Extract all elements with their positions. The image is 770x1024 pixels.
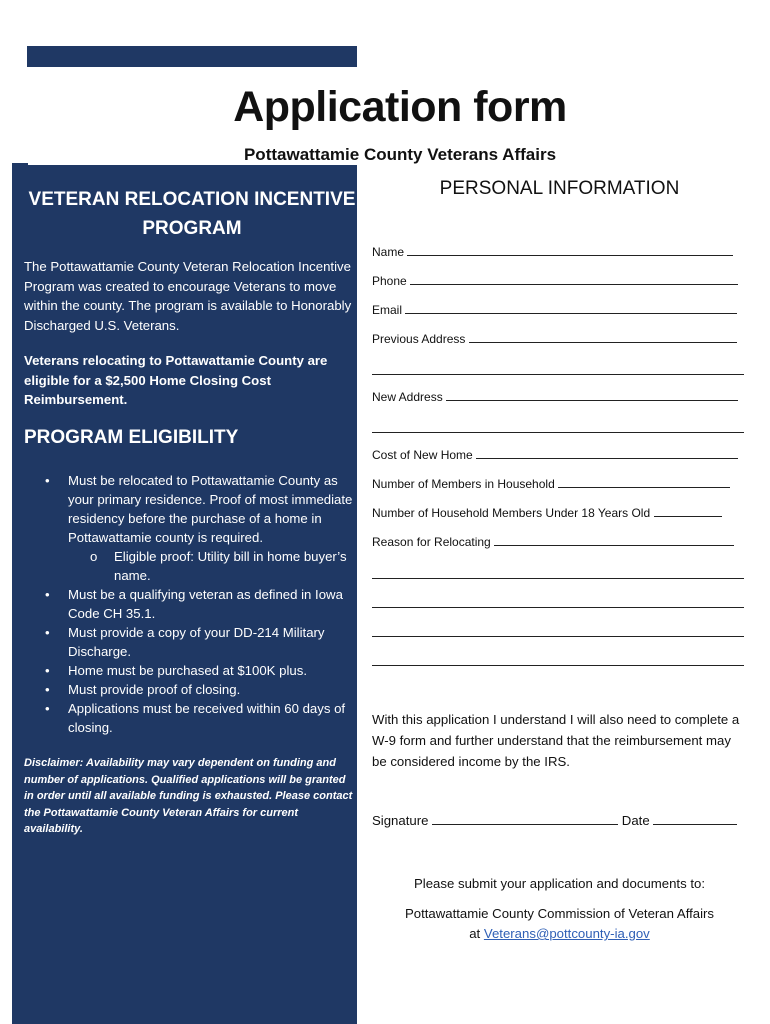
disclaimer: Disclaimer: Availability may vary dependent on funding and number of applications. Qualified applications will be granted in order until all available funding is exhausted. Please contact the Pottawattamie County Veteran Affairs for current availability. (24, 757, 353, 835)
bullet-icon: • (45, 682, 50, 697)
phone-field[interactable]: Phone (372, 274, 747, 288)
bullet-icon: • (45, 663, 50, 678)
program-info-panel (12, 165, 357, 1024)
signature-label: Signature (372, 813, 429, 828)
name-input-line[interactable] (407, 245, 733, 256)
name-field[interactable]: Name (372, 245, 747, 259)
under-18-input-line[interactable] (654, 506, 722, 517)
reason-line-5[interactable] (372, 665, 744, 666)
signature-input-line[interactable] (432, 814, 618, 825)
previous-address-field[interactable]: Previous Address (372, 332, 747, 346)
reason-for-relocating-field[interactable]: Reason for Relocating (372, 535, 747, 549)
submit-email-row: at Veterans@pottcounty-ia.gov (469, 926, 650, 941)
submit-recipient: Pottawattamie County Commission of Veteran Affairs (404, 906, 715, 921)
cost-input-line[interactable] (476, 448, 738, 459)
list-item: • Home must be purchased at $100K plus. (45, 663, 307, 678)
list-item: • Must provide a copy of your DD-214 Military Discharge. (45, 625, 325, 659)
email-field[interactable]: Email (372, 303, 747, 317)
household-under-18-field[interactable]: Number of Household Members Under 18 Years Old (372, 506, 747, 520)
personal-info-heading: PERSONAL INFORMATION (439, 178, 680, 199)
list-subitem: o Eligible proof: Utility bill in home buyer’s name. (90, 549, 347, 583)
list-item: • Applications must be received within 60 days of closing. (45, 701, 346, 735)
new-address-line-2[interactable] (372, 432, 744, 433)
program-title: VETERAN RELOCATION INCENTIVE PROGRAM (28, 189, 356, 239)
email-input-line[interactable] (405, 303, 737, 314)
program-incentive: Veterans relocating to Pottawattamie County are eligible for a $2,500 Home Closing Cost Reimbursement. (24, 353, 328, 407)
previous-address-input-line[interactable] (469, 332, 737, 343)
submit-instructions: Please submit your application and documents to: (413, 876, 706, 891)
email-link[interactable]: Veterans@pottcounty-ia.gov (483, 926, 650, 941)
household-members-field[interactable]: Number of Members in Household (372, 477, 747, 491)
household-members-input-line[interactable] (558, 477, 730, 488)
reason-input-line[interactable] (494, 535, 734, 546)
cost-of-new-home-field[interactable]: Cost of New Home (372, 448, 747, 462)
reason-line-3[interactable] (372, 607, 744, 608)
bullet-icon: • (45, 587, 50, 602)
bullet-icon: • (45, 625, 50, 640)
page-title: Application form (233, 83, 567, 131)
signature-row (372, 813, 737, 828)
program-intro: The Pottawattamie County Veteran Relocation Incentive Program was created to encourage Veterans to move within the county. The program is available to Honorably Discharged U.S. Veterans. (24, 259, 352, 333)
list-item: • Must be relocated to Pottawattamie County as your primary residence. Proof of most immediate residency before the purchase of a home in Pottawattamie county is required. (45, 473, 353, 545)
header-accent-bar (27, 46, 357, 67)
date-label: Date (621, 813, 650, 828)
eligibility-list (24, 471, 356, 737)
date-input-line[interactable] (653, 814, 737, 825)
new-address-input-line[interactable] (446, 390, 738, 401)
bullet-icon: • (45, 473, 50, 488)
bullet-icon: • (45, 701, 50, 716)
incentive-amount: $2,500 Home Closing Cost Reimbursement. (24, 372, 271, 407)
sub-bullet-icon: o (90, 549, 98, 564)
phone-input-line[interactable] (410, 274, 738, 285)
list-item: • Must provide proof of closing. (45, 682, 241, 697)
eligibility-heading: PROGRAM ELIGIBILITY (24, 427, 239, 448)
page-subtitle: Pottawattamie County Veterans Affairs (243, 145, 557, 164)
reason-line-2[interactable] (372, 578, 744, 579)
new-address-field[interactable]: New Address (372, 390, 747, 404)
list-item: • Must be a qualifying veteran as defined in Iowa Code CH 35.1. (45, 587, 343, 621)
reason-line-4[interactable] (372, 636, 744, 637)
acknowledgement-text: With this application I understand I will also need to complete a W-9 form and further understand that the reimbursement may be considered income by the IRS. (372, 712, 740, 769)
previous-address-line-2[interactable] (372, 374, 744, 375)
